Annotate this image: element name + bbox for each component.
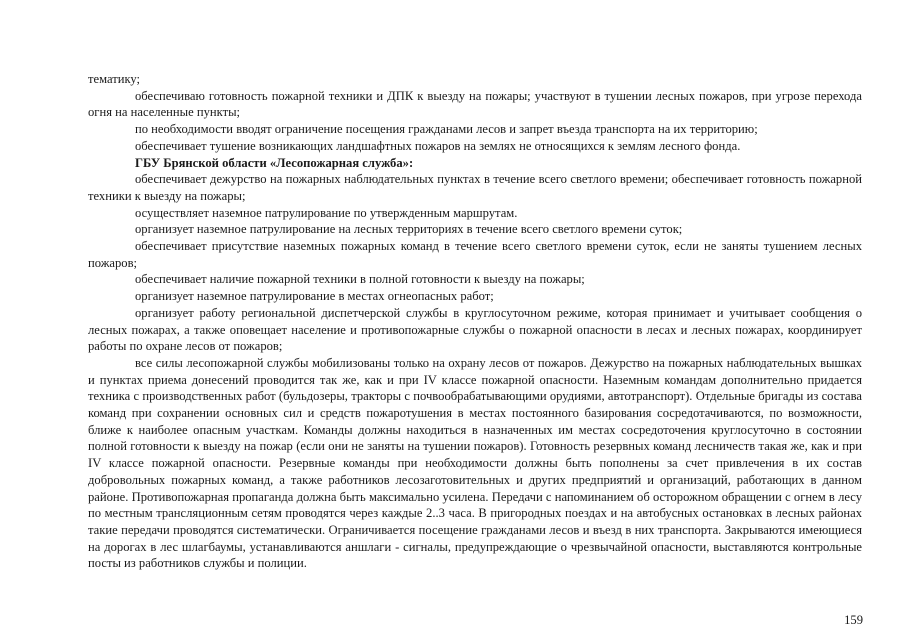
paragraph-landscape-fire-extinguishing: обеспечивает тушение возникающих ландшафтных пожаров на землях не относящихся к землям лесного фонда. [135, 138, 741, 153]
paragraph-hazard-work-patrol: организует наземное патрулирование в местах огнеопасных работ; [135, 289, 494, 304]
paragraph-observation-duty: обеспечивает дежурство на пожарных наблюдательных пунктах в течение всего светлого времени; обеспечивает готовность пожарной техники к выезду на пожары; [88, 172, 862, 203]
document-page [88, 71, 862, 572]
paragraph-route-patrol: осуществляет наземное патрулирование по утвержденным маршрутам. [135, 205, 518, 220]
paragraph-mobilization: все силы лесопожарной службы мобилизованы только на охрану лесов от пожаров. Дежурство на пожарных наблюдательных вышках и пунктах приема донесений проводится так же, как и при IV классе пожарной опасности. Наземным командам дополнительно придается техника с производственных работ (бульдозеры, тракторы с почвообрабатывающими орудиями, автотранспорт). Отдельные бригады из состава команд при сохранении основных сил и средств пожаротушения в местах постоянного базирования сосредотачиваются, по возможности, ближе к наиболее опасным участкам. Команды должны находиться в назначенных им местах сосредоточения круглосуточно в состоянии полной готовности к выезду на пожар (если они не заняты на тушении пожаров). Готовность резервных команд лесничеств такая же, как и при IV классе пожарной опасности. Резервные команды при необходимости должны быть пополнены за счет привлечения в их состав добровольных пожарных команд, а также работников лесозаготовительных и других предприятий и организаций, работающих в данном районе. Противопожарная пропаганда должна быть максимально усилена. Передачи с напоминанием об осторожном обращении с огнем в лесу по местным трансляционным сетям проводятся через каждые 2..3 часа. В пригородных поездах и на автобусных остановках в лесных районах такие передачи проводятся систематически. Ограничивается посещение гражданами лесов и въезд в них транспорта. Закрываются имеющиеся на дорогах в лес шлагбаумы, устанавливаются аншлаги - сигналы, предупреждающие о чрезвычайной опасности, выставляются контрольные посты из работников службы и полиции. [88, 355, 862, 571]
paragraph-equipment-availability: обеспечивает наличие пожарной техники в полной готовности к выезду на пожары; [135, 272, 585, 287]
paragraph-continuation: тематику; [88, 72, 141, 86]
page-number: 159 [844, 613, 863, 627]
paragraph-ground-teams: обеспечивает присутствие наземных пожарных команд в течение всего светлого времени суток, если не заняты тушением лесных пожаров; [88, 239, 862, 270]
paragraph-dispatch-service: организует работу региональной диспетчерской службы в круглосуточном режиме, которая принимает и учитывает сообщения о лесных пожарах, а также оповещает население и противопожарные службы о пожарной опасности в лесах и лесных пожарах, координирует работы по охране лесов от пожаров; [88, 305, 862, 354]
paragraph-forest-access-restriction: по необходимости вводят ограничение посещения гражданами лесов и запрет въезда транспорта на их территорию; [135, 122, 758, 137]
section-heading: ГБУ Брянской области «Лесопожарная служба»: [135, 155, 414, 170]
paragraph-fire-equipment-readiness: обеспечиваю готовность пожарной техники и ДПК к выезду на пожары; участвуют в тушении лесных пожаров, при угрозе перехода огня на населенные пункты; [88, 88, 862, 120]
paragraph-territory-patrol: организует наземное патрулирование на лесных территориях в течение всего светлого времени суток; [135, 222, 683, 237]
